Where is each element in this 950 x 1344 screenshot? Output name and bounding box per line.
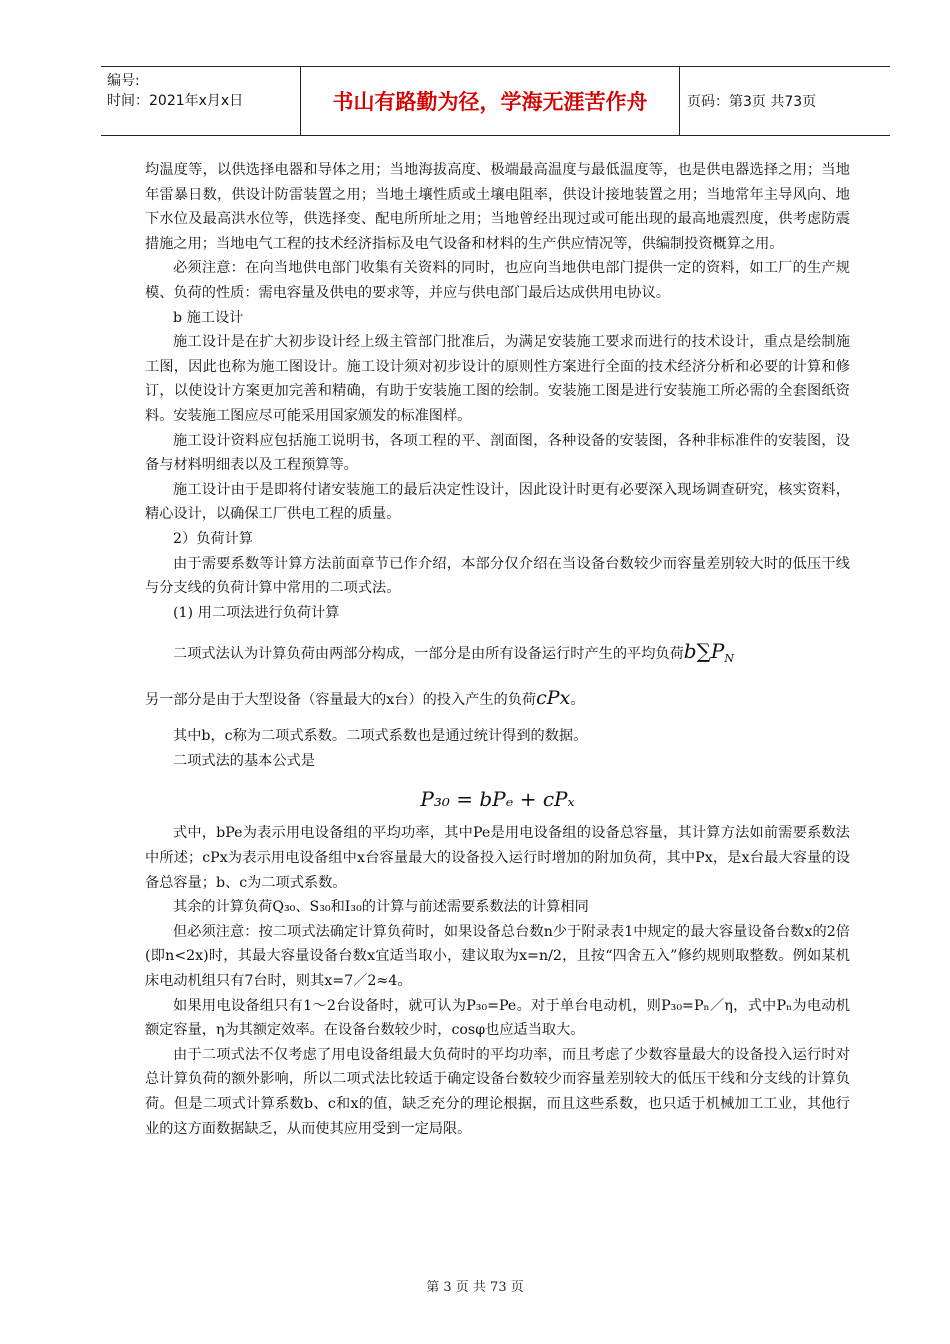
section-heading: b 施工设计 xyxy=(173,309,244,326)
paragraph: 由于需要系数等计算方法前面章节已作介绍，本部分仅介绍在当设备台数较少而容量差别较大时的低压干线与分支线的负荷计算中常用的二项式法。 xyxy=(145,555,850,597)
paragraph-with-math xyxy=(145,686,850,713)
document-id-label: 编号: xyxy=(107,73,140,89)
paragraph: 二项式法的基本公式是 xyxy=(173,752,315,769)
section-heading: 2）负荷计算 xyxy=(173,530,253,547)
paragraph: 由于二项式法不仅考虑了用电设备组最大负荷时的平均功率，而且考虑了少数容量最大的设备投入运行时对总计算负荷的额外影响，所以二项式法比较适于确定设备台数较少而容量差别较大的低压干线和分支线的计算负荷。但是二项式计算系数b、c和x的值，缺乏充分的理论根据，而且这些系数，也只适于机械加工工业，其他行业的这方面数据缺乏，从而使其应用受到一定局限。 xyxy=(145,1046,850,1137)
section-heading: (1) 用二项法进行负荷计算 xyxy=(173,604,340,621)
paragraph: 其中b，c称为二项式系数。二项式系数也是通过统计得到的数据。 xyxy=(173,728,588,745)
paragraph: 式中，bPe为表示用电设备组的平均功率，其中Pe是用电设备组的设备总容量，其计算方法如前需要系数法中所述；cPx为表示用电设备组中x台容量最大的设备投入运行时增加的附加负荷，其中Px，是x台最大容量的设备总容量；b、c为二项式系数。 xyxy=(145,825,850,891)
inline-formula: b∑P xyxy=(683,639,725,664)
paragraph-text: 。 xyxy=(570,691,585,708)
paragraph: 均温度等，以供选择电器和导体之用；当地海拔高度、极端最高温度与最低温度等，也是供电器选择之用；当地年雷暴日数，供设计防雷装置之用；当地土壤性质或土壤电阻率，供设计接地装置之用；当地常年主导风向、地下水位及最高洪水位等，供选择变、配电所所址之用；当地曾经出现过或可能出现的最高地震烈度，供考虑防震措施之用；当地电气工程的技术经济指标及电气设备和材料的生产供应情况等，供编制投资概算之用。 xyxy=(145,162,850,252)
paragraph-text: 另一部分是由于大型设备（容量最大的x台）的投入产生的负荷 xyxy=(145,691,537,708)
page-header xyxy=(101,66,890,136)
paragraph-text: 二项式法认为计算负荷由两部分构成，一部分是由所有设备运行时产生的平均负荷 xyxy=(173,646,684,663)
paragraph: 必须注意：在向当地供电部门收集有关资料的同时，也应向当地供电部门提供一定的资料，如工厂的生产规模、负荷的性质：需电容量及供电的要求等，并应与供电部门最后达成供用电协议。 xyxy=(145,260,850,301)
paragraph: 但必须注意：按二项式法确定计算负荷时，如果设备总台数n少于附录表1中规定的最大容量设备台数x的2倍(即n<2x)时，其最大容量设备台数x宜适当取小，建议取为x=n/2，且按“四舍五入”修约规则取整数。例如某机床电动机组只有7台时，则其x=7／2≈4。 xyxy=(145,923,850,990)
paragraph: 如果用电设备组只有1～2台设备时，就可认为P₃₀=Pe。对于单台电动机，则P₃₀=Pₙ／η，式中Pₙ为电动机额定容量，η为其额定效率。在设备台数较少时，cosφ也应适当取大。 xyxy=(145,997,850,1039)
document-time-label: 时间：2021年x月x日 xyxy=(107,93,244,109)
header-meta xyxy=(101,67,301,135)
paragraph: 施工设计由于是即将付诸安装施工的最后决定性设计，因此设计时更有必要深入现场调查研究，核实资料，精心设计，以确保工厂供电工程的质量。 xyxy=(145,481,850,523)
inline-formula: cPx xyxy=(536,686,571,709)
page-footer: 第 3 页 共 73 页 xyxy=(426,1280,524,1295)
document-body xyxy=(145,158,850,1141)
paragraph: 施工设计资料应包括施工说明书，各项工程的平、剖面图，各种设备的安装图，各种非标准件的安装图，设备与材料明细表以及工程预算等。 xyxy=(145,432,850,474)
header-page-number: 页码：第3页 共73页 xyxy=(687,94,817,110)
paragraph: 施工设计是在扩大初步设计经上级主管部门批准后，为满足安装施工要求而进行的技术设计，重点是绘制施工图，因此也称为施工图设计。施工设计须对初步设计的原则性方案进行全面的技术经济分析和必要的计算和修订，以使设计方案更加完善和精确，有助于安装施工图的绘制。安装施工图是进行安装施工所必需的全套图纸资料。安装施工图应尽可能采用国家颁发的标准图样。 xyxy=(145,334,850,424)
formula-subscript: N xyxy=(724,652,734,666)
header-motto: 书山有路勤为径，学海无涯苦作舟 xyxy=(301,67,680,135)
paragraph-with-math xyxy=(145,639,850,671)
display-formula: P₃₀ = bPₑ + cPₓ xyxy=(420,787,575,812)
paragraph: 其余的计算负荷Q₃₀、S₃₀和I₃₀的计算与前述需要系数法的计算相同 xyxy=(173,899,589,916)
